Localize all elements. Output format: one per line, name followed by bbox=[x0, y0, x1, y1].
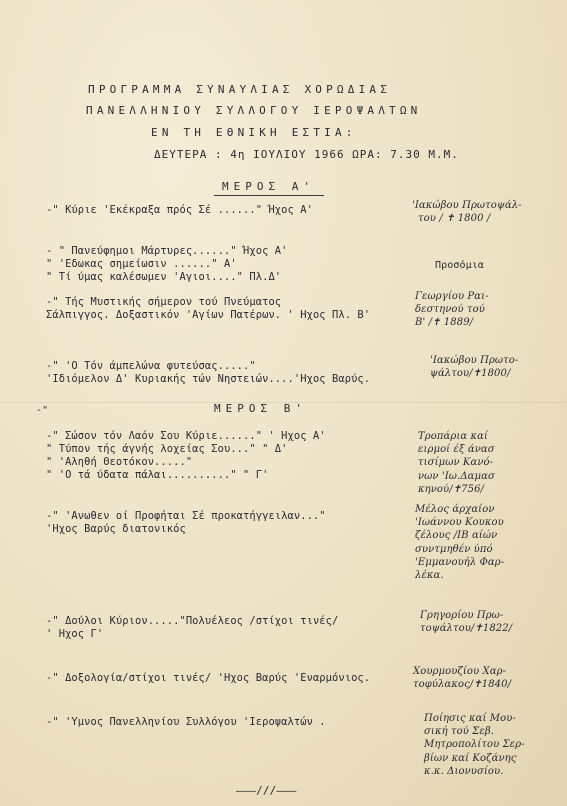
attribution-line: 'Εμμανουήλ Φαρ- bbox=[415, 556, 505, 568]
attribution-line: τοφύλακος/✝1840/ bbox=[413, 679, 512, 691]
attribution-line: Γρηγορίου Πρω- bbox=[420, 610, 504, 621]
attribution-line: τισίμων Κανό- bbox=[418, 457, 494, 469]
attribution-line: βίων καί Κοζάνης bbox=[424, 752, 517, 764]
attribution-line: ζέλους /ΙΒ αίών bbox=[415, 530, 498, 542]
attribution-line: συντμηθέν ύπό bbox=[415, 543, 493, 555]
item-line: ' Ηχος Γ' bbox=[46, 628, 104, 640]
part-a-item-4 bbox=[46, 360, 370, 386]
part-b-dash: -" bbox=[36, 405, 49, 416]
attribution-line: ψάλτου/✝1800/ bbox=[430, 368, 511, 380]
part-b-item-2 bbox=[46, 510, 326, 536]
item-line: 'Ιδιόμελον Δ' Κυριακής τών Νηστειών....'Ηχος Βαρύς. bbox=[46, 373, 371, 385]
attribution-line: κ.κ. Διονυσίου. bbox=[424, 765, 504, 777]
part-a-item-1-attribution bbox=[412, 199, 522, 225]
attribution-line: Γεωργίου Ραι- bbox=[415, 291, 489, 302]
item-line: -" Δοξολογία/στίχοι τινές/ 'Ηχος Βαρύς 'Εναρμόνιος. bbox=[46, 672, 371, 684]
attribution-line: λέκα. bbox=[415, 570, 444, 582]
part-b-item-5 bbox=[46, 716, 326, 729]
part-a-item-2 bbox=[46, 245, 288, 284]
attribution-line: Χουρμουζίου Χαρ- bbox=[413, 666, 507, 677]
attribution-line: 'Ιακώβου Πρωτοψάλ- bbox=[412, 200, 522, 211]
part-a-item-3-attribution bbox=[415, 290, 489, 330]
item-line: -" 'Υμνος Πανελληνίου Συλλόγου 'Ιεροψαλτών . bbox=[46, 716, 326, 728]
attribution-line: Μητροπολίτου Σερ- bbox=[424, 739, 525, 751]
part-b-item-1-attribution bbox=[418, 430, 495, 496]
attribution-line: νων 'Ιω.Δαμασ bbox=[418, 470, 495, 482]
item-line: " Τί ύμας καλέσωμεν 'Αγιοι...." Πλ.Δ' bbox=[46, 271, 282, 283]
part-b-title: ΜΕΡΟΣ Β' bbox=[214, 402, 307, 415]
attribution-line: 'Ιακώβου Πρωτο- bbox=[430, 355, 519, 366]
item-line: -" 'Ο Τόν άμπελώνα φυτεύσας....." bbox=[46, 360, 256, 372]
attribution-line: του / ✝ 1800 / bbox=[418, 213, 491, 225]
attribution-line: κηνού/✝756/ bbox=[418, 483, 485, 495]
part-a-item-2-attribution bbox=[435, 259, 484, 272]
item-line: " Τύπον τής άγνής λοχείας Σου..." " Δ' bbox=[46, 443, 288, 455]
attribution-line: ειρμοί έξ άνασ bbox=[418, 444, 495, 456]
part-b-item-4 bbox=[46, 672, 370, 685]
item-line: -" Σώσον τόν Λαόν Σου Κύριε......" ' Ηχος Α' bbox=[46, 430, 326, 442]
item-line: -" 'Ανωθεν οί Προφήται Σέ προκατήγγειλαν..." bbox=[46, 510, 326, 522]
part-a-title: ΜΕΡΟΣ Α' bbox=[222, 180, 315, 193]
footer-mark: ———///——— bbox=[236, 784, 297, 797]
attribution-line: δεστηνού τού bbox=[415, 304, 485, 316]
item-line: - " Πανεύφημοι Μάρτυρες......" Ήχος Α' bbox=[46, 245, 288, 257]
part-b-item-3-attribution bbox=[420, 609, 512, 635]
part-a-title-underline bbox=[214, 195, 324, 196]
header-line-1: ΠΡΟΓΡΑΜΜΑ ΣΥΝΑΥΛΙΑΣ ΧΟΡΩΔΙΑΣ bbox=[88, 83, 392, 96]
header-line-3: ΕΝ ΤΗ ΕΘΝΙΚΗ ΕΣΤΙΑ: bbox=[151, 126, 357, 139]
header-date-line: ΔΕΥΤΕΡΑ : 4η ΙΟΥΛΙΟΥ 1966 ΩΡΑ: 7.30 Μ.Μ. bbox=[154, 148, 459, 161]
attribution-line: σική τού Σεβ. bbox=[424, 726, 494, 738]
part-b-item-1 bbox=[46, 430, 326, 482]
part-a-item-1 bbox=[46, 204, 313, 217]
attribution-line: Προσόμια bbox=[435, 260, 484, 271]
attribution-line: Τροπάρια καί bbox=[418, 431, 489, 442]
item-line: " 'Ο τά ύδατα πάλαι.........." " Γ' bbox=[46, 469, 269, 481]
item-line: Σάλπιγγος. Δοξαστικόν 'Αγίων Πατέρων. ' Ηχος Πλ. Β' bbox=[46, 309, 371, 321]
part-a-item-3 bbox=[46, 296, 370, 322]
part-b-item-2-attribution bbox=[415, 503, 504, 582]
item-line: -" Κύριε 'Εκέκραξα πρός Σέ ......" Ήχος Α' bbox=[46, 204, 313, 216]
item-line: " 'Αληθή Θεοτόκον....." bbox=[46, 456, 193, 468]
attribution-line: τοψάλτου/✝1822/ bbox=[420, 623, 513, 635]
item-line: -" Τής Μυστικής σήμερον τού Πνεύματος bbox=[46, 296, 282, 308]
item-line: -" Δούλοι Κύριον....."Πολυέλεος /στίχοι τινές/ bbox=[46, 615, 339, 627]
part-b-item-3 bbox=[46, 615, 338, 641]
item-line: 'Ηχος Βαρύς διατονικός bbox=[46, 523, 186, 535]
attribution-line: Μέλος άρχαίον bbox=[415, 504, 495, 515]
part-b-item-5-attribution bbox=[424, 712, 525, 778]
part-b-item-4-attribution bbox=[413, 665, 511, 691]
attribution-line: Ποίησις καί Μου- bbox=[424, 713, 516, 724]
attribution-line: Β' /✝ 1889/ bbox=[415, 317, 474, 329]
paper-fold-line bbox=[0, 402, 567, 403]
item-line: " 'Εδωκας σημείωσιν ......" Α' bbox=[46, 258, 237, 270]
attribution-line: 'Ιωάννου Κουκου bbox=[415, 517, 504, 529]
part-a-item-4-attribution bbox=[430, 354, 518, 380]
header-line-2: ΠΑΝΕΛΛΗΝΙΟΥ ΣΥΛΛΟΓΟΥ ΙΕΡΟΨΑΛΤΩΝ bbox=[86, 104, 422, 117]
